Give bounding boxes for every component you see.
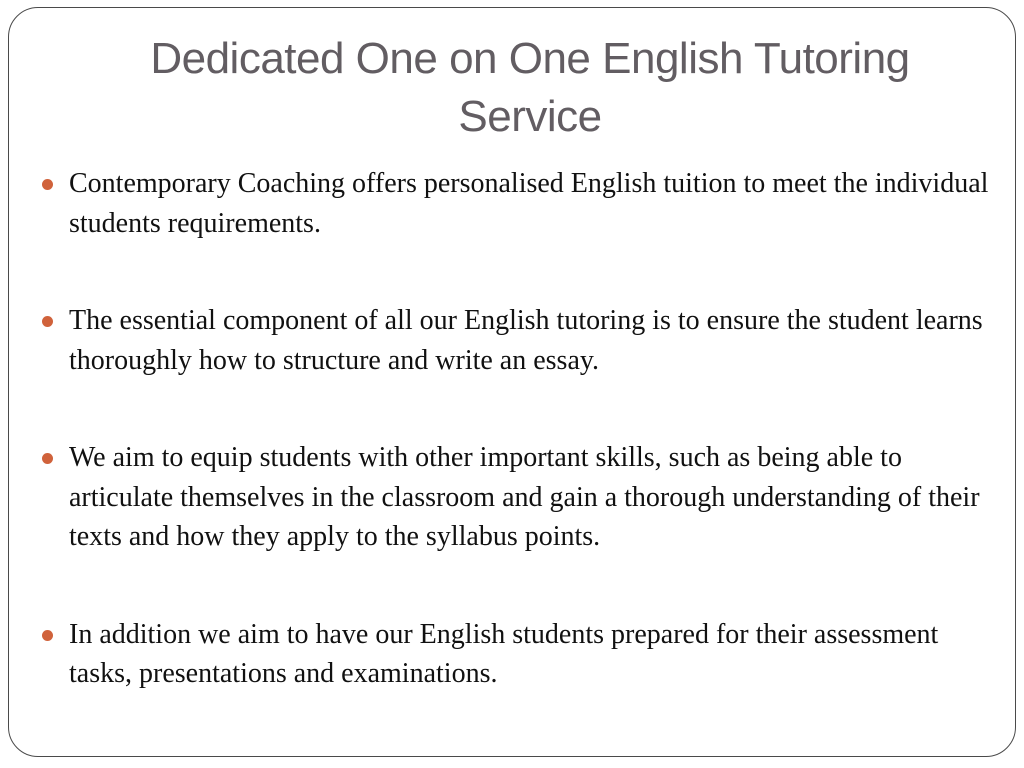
bullet-text: Contemporary Coaching offers personalised English tuition to meet the individual students requirements. — [69, 168, 989, 239]
bullet-item — [40, 438, 990, 557]
bullet-text: The essential component of all our English tutoring is to ensure the student learns thoroughly how to structure and write an essay. — [69, 305, 983, 376]
bullet-text: We aim to equip students with other important skills, such as being able to articulate themselves in the classroom and gain a thorough understanding of their texts and how they apply to the syllabus points. — [69, 442, 980, 552]
slide-title: Dedicated One on One English Tutoring Service — [150, 34, 910, 141]
bullet-text: In addition we aim to have our English students prepared for their assessment tasks, presentations and examinations. — [69, 618, 939, 689]
bullet-item — [40, 164, 990, 243]
bullet-item — [40, 615, 990, 694]
bullet-dot-icon — [42, 179, 53, 190]
bullet-dot-icon — [42, 453, 53, 464]
bullet-item — [40, 301, 990, 380]
bullet-dot-icon — [42, 630, 53, 641]
bullet-dot-icon — [42, 316, 53, 327]
bullet-list — [40, 164, 990, 694]
